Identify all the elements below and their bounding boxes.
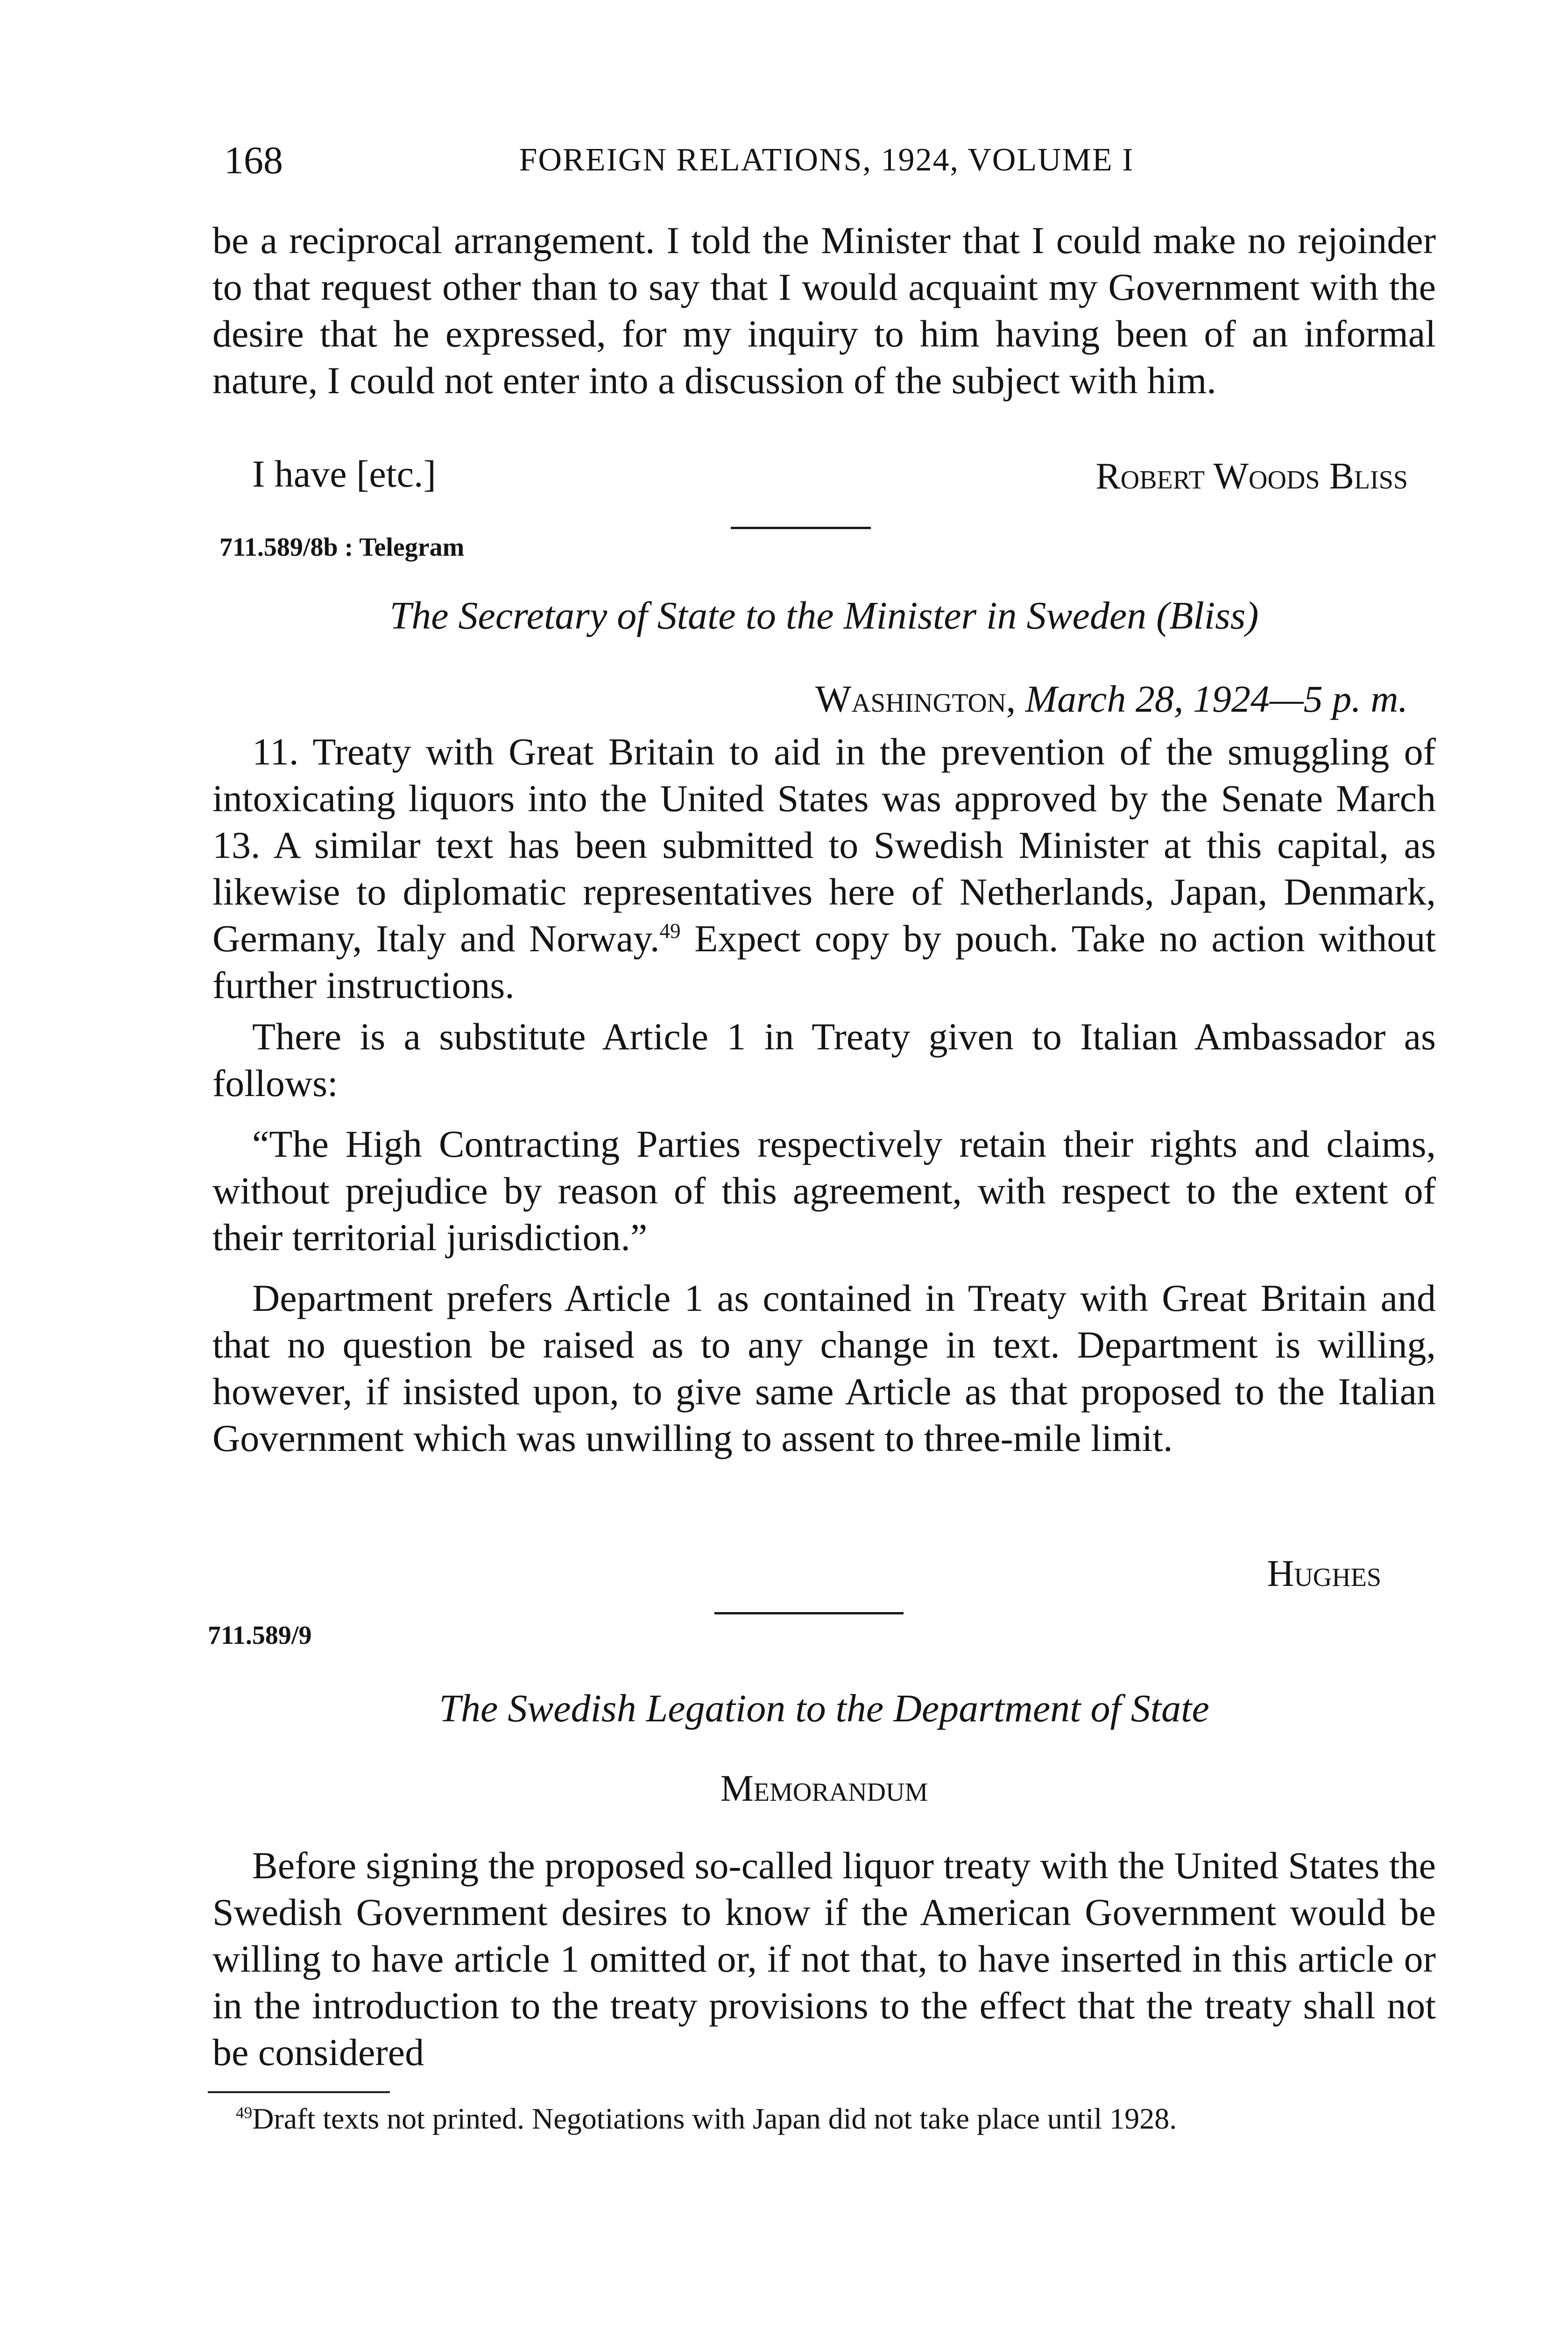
- page-header: [224, 138, 1429, 189]
- memorandum-paragraph-1: Before signing the proposed so-called liquor treaty with the United States the Swedish Government desires to know if the American Government would be willing to have article 1 omitted or, if not that, to have inserted in this article or in the introduction to the treaty provisions to the effect that the treaty shall not be considered: [212, 1844, 1436, 2073]
- page-number: 168: [224, 139, 283, 182]
- document-heading-1: The Secretary of State to the Minister in Sweden (Bliss): [389, 594, 1259, 637]
- dateline-place: Washington,: [815, 678, 1016, 720]
- dateline: [212, 677, 1408, 721]
- dateline-date: March 28, 1924—5 p. m.: [1025, 678, 1408, 720]
- footnote-marker: 49: [236, 2103, 253, 2122]
- running-head: FOREIGN RELATIONS, 1924, VOLUME I: [519, 142, 1134, 178]
- footnote-rule: [208, 2091, 390, 2093]
- section-divider-2: [714, 1612, 904, 1614]
- telegram-paragraph-3: Department prefers Article 1 as contained in Treaty with Great Britain and that no question be raised as to any change in text. Department is willing, however, if insisted upon, to give same Article as that proposed to the Italian Government which was unwilling to assent to three-mile limit.: [212, 1277, 1436, 1459]
- telegram-paragraph-1-text: 11. Treaty with Great Britain to aid in the prevention of the smuggling of intoxicating liquors into the United States was approved by the Senate March 13. A similar text has been submitted to Swedish Minister at this capital, as likewise to diplomatic representatives here of Netherlands, Japan, Denmark, Germany, Italy and Norway.: [212, 730, 1436, 960]
- signature-hughes: Hughes: [1267, 1553, 1381, 1594]
- footnote-reference: 49: [659, 919, 681, 943]
- telegram-paragraph-2: There is a substitute Article 1 in Treaty given to Italian Ambassador as follows:: [212, 1015, 1436, 1104]
- telegram-paragraph-1-rest: Expect copy by pouch. Take no action without further instructions.: [212, 917, 1436, 1006]
- section-divider: [731, 527, 871, 529]
- telegram-paragraph-1: [212, 729, 1436, 1009]
- memorandum-body: [212, 1842, 1436, 2076]
- telegram-body: [212, 729, 1436, 1462]
- signature-bliss: Robert Woods Bliss: [1095, 456, 1408, 497]
- memorandum-heading: Memorandum: [720, 1768, 928, 1809]
- footnote-text: Draft texts not printed. Negotiations with Japan did not take place until 1928.: [252, 2102, 1177, 2135]
- quoted-article: “The High Contracting Parties respectively retain their rights and claims, without prejudice by reason of this agreement, with respect to the extent of their territorial jurisdiction.”: [212, 1123, 1436, 1259]
- document-heading-2: The Swedish Legation to the Department of State: [439, 1687, 1209, 1730]
- file-reference-1: 711.589/8b : Telegram: [219, 533, 465, 562]
- file-reference-2: 711.589/9: [208, 1621, 312, 1650]
- continuation-text: be a reciprocal arrangement. I told the Minister that I could make no rejoinder to that request other than to say that I would acquaint my Government with the desire that he expressed, for my inquiry to him having been of an informal nature, I could not enter into a discussion of the subject with him.: [212, 219, 1436, 402]
- closing-formula: I have [etc.]: [252, 453, 436, 495]
- footnote: [212, 2102, 1436, 2136]
- continuation-block: [212, 217, 1436, 404]
